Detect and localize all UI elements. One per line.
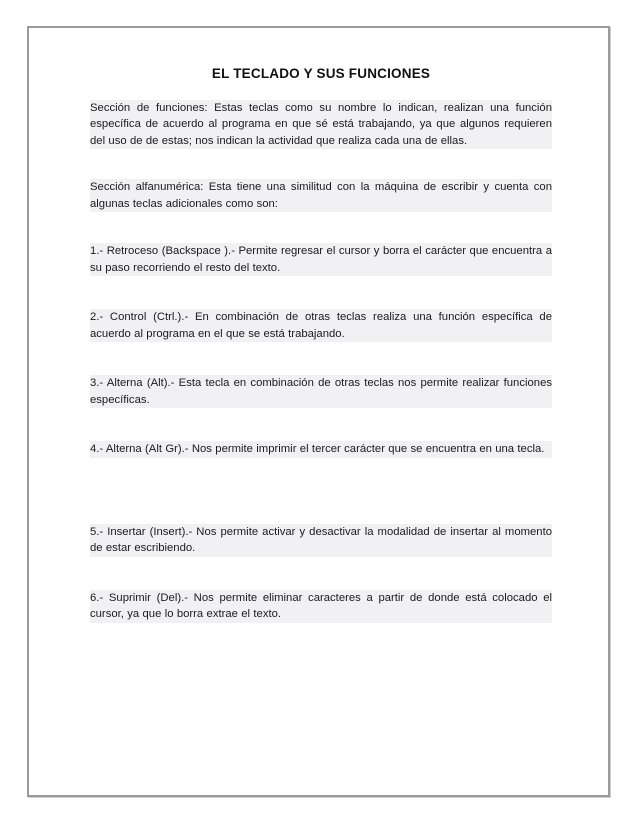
paragraph-spacer xyxy=(90,557,552,590)
paragraph-item-5-insertar xyxy=(90,524,552,557)
paragraph-text: Sección de funciones: Estas teclas como su nombre lo indican, realizan una función específica de acuerdo al programa en que sé está trabajando, ya que algunos requieren del uso de de estas; nos indican la actividad que realiza cada una de ellas. xyxy=(90,100,552,150)
paragraph-text: 3.- Alterna (Alt).- Esta tecla en combinación de otras teclas nos permite realizar funciones específicas. xyxy=(90,375,552,408)
paragraph-spacer xyxy=(90,276,552,309)
paragraph-item-4-alterna-altgr xyxy=(90,441,552,458)
paragraph-seccion-alfanumerica xyxy=(90,179,552,212)
paragraph-text: 4.- Alterna (Alt Gr).- Nos permite imprimir el tercer carácter que se encuentra en una tecla. xyxy=(90,441,552,458)
document-page-sheet xyxy=(27,26,610,797)
paragraph-text: Sección alfanumérica: Esta tiene una similitud con la máquina de escribir y cuenta con algunas teclas adicionales como son: xyxy=(90,179,552,212)
paragraph-spacer xyxy=(90,149,552,179)
paragraph-text: 2.- Control (Ctrl.).- En combinación de otras teclas realiza una función específica de acuerdo al programa en el que se está trabajando. xyxy=(90,309,552,342)
document-text-column xyxy=(90,66,552,623)
paragraph-spacer xyxy=(90,212,552,243)
paragraph-text: 5.- Insertar (Insert).- Nos permite activar y desactivar la modalidad de insertar al momento de estar escribiendo. xyxy=(90,524,552,557)
paragraph-seccion-funciones xyxy=(90,100,552,150)
paragraph-text: 1.- Retroceso (Backspace ).- Permite regresar el cursor y borra el carácter que encuentra a su paso recorriendo el resto del texto. xyxy=(90,243,552,276)
paragraph-spacer-large xyxy=(90,458,552,524)
paragraph-item-2-control xyxy=(90,309,552,342)
paragraph-spacer xyxy=(90,342,552,375)
paragraph-item-3-alterna-alt xyxy=(90,375,552,408)
paragraph-spacer xyxy=(90,408,552,441)
paragraph-text: 6.- Suprimir (Del).- Nos permite eliminar caracteres a partir de donde está colocado el cursor, ya que lo borra extrae el texto. xyxy=(90,590,552,623)
paragraph-item-1-retroceso xyxy=(90,243,552,276)
page-title: EL TECLADO Y SUS FUNCIONES xyxy=(211,66,431,81)
paragraph-item-6-suprimir xyxy=(90,590,552,623)
